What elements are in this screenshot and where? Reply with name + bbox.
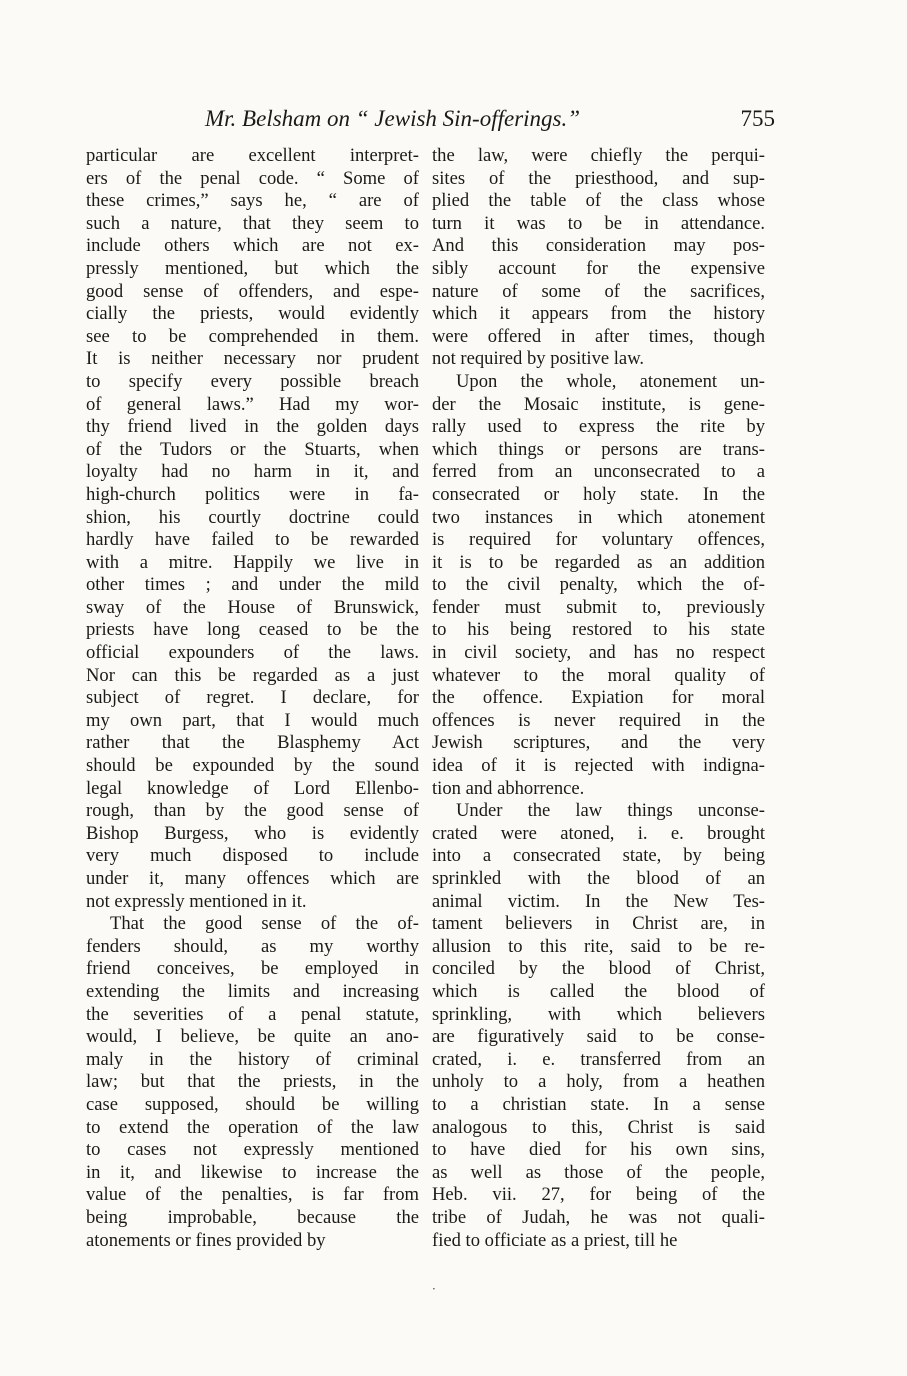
- running-head: Mr. Belsham on “ Jewish Sin-offerings.”: [205, 106, 581, 131]
- text-line: under it, many offences which are: [86, 868, 419, 889]
- text-line: shion, his courtly doctrine could: [86, 506, 419, 528]
- text-line: analogous to this, Christ is said: [432, 1116, 765, 1138]
- footer-mark: ·: [432, 1282, 436, 1296]
- text-line: official expounders of the laws.: [86, 642, 419, 664]
- text-line: extending the limits and increasing: [86, 980, 419, 1002]
- text-line: legal knowledge of Lord Ellenbo-: [86, 777, 419, 799]
- text-line: is required for voluntary offences,: [432, 529, 765, 551]
- text-line: It is neither necessary nor prudent: [86, 348, 419, 370]
- text-line: offences is never required in the: [432, 709, 765, 731]
- text-line: are figuratively said to be conse-: [432, 1026, 765, 1048]
- text-line: to a christian state. In a sense: [432, 1093, 765, 1115]
- text-line: the law, were chiefly the perqui-: [432, 145, 765, 166]
- text-line: which it appears from the history: [432, 303, 765, 325]
- text-line: as well as those of the people,: [432, 1161, 765, 1183]
- text-line: sprinkling, with which believers: [432, 1003, 765, 1025]
- page-number: 755: [740, 106, 775, 131]
- text-line: good sense of offenders, and espe-: [86, 280, 419, 302]
- text-line: thy friend lived in the golden days: [86, 416, 419, 438]
- text-line: consecrated or holy state. In the: [432, 483, 765, 505]
- text-line: ers of the penal code. “ Some of: [86, 167, 419, 189]
- left-column: [86, 145, 419, 1252]
- text-line: tament believers in Christ are, in: [432, 913, 765, 935]
- text-line: pressly mentioned, but which the: [86, 257, 419, 279]
- text-line: value of the penalties, is far from: [86, 1184, 419, 1206]
- text-line: cially the priests, would evidently: [86, 303, 419, 325]
- text-line: the severities of a penal statute,: [86, 1003, 419, 1025]
- text-line: such a nature, that they seem to: [86, 212, 419, 234]
- text-line: to his being restored to his state: [432, 619, 765, 641]
- text-line: rather that the Blasphemy Act: [86, 732, 419, 754]
- text-line: friend conceives, be employed in: [86, 958, 419, 980]
- text-line: rough, than by the good sense of: [86, 800, 419, 822]
- text-line: whatever to the moral quality of: [432, 664, 765, 686]
- text-line: of general laws.” Had my wor-: [86, 393, 419, 415]
- text-line: unholy to a holy, from a heathen: [432, 1071, 765, 1093]
- text-line: allusion to this rite, said to be re-: [432, 935, 765, 957]
- text-line: the offence. Expiation for moral: [432, 687, 765, 709]
- text-line: law; but that the priests, in the: [86, 1071, 419, 1093]
- text-line: which things or persons are trans-: [432, 438, 765, 460]
- text-line: fied to officiate as a priest, till he: [432, 1229, 678, 1251]
- text-line: priests have long ceased to be the: [86, 619, 419, 641]
- text-line: tion and abhorrence.: [432, 777, 585, 799]
- text-line: two instances in which atonement: [432, 506, 765, 528]
- text-line: crated were atoned, i. e. brought: [432, 822, 765, 844]
- text-line: see to be comprehended in them.: [86, 325, 419, 347]
- text-line: Bishop Burgess, who is evidently: [86, 822, 419, 844]
- text-line: conciled by the blood of Christ,: [432, 958, 765, 980]
- text-line: tribe of Judah, he was not quali-: [432, 1206, 765, 1228]
- text-line: in civil society, and has no respect: [432, 642, 765, 664]
- text-line: sway of the House of Brunswick,: [86, 596, 419, 618]
- text-line: atonements or fines provided by: [86, 1229, 326, 1251]
- text-line: Nor can this be regarded as a just: [86, 664, 419, 686]
- text-line: maly in the history of criminal: [86, 1048, 419, 1070]
- text-line: turn it was to be in attendance.: [432, 212, 765, 234]
- text-line: with a mitre. Happily we live in: [86, 551, 419, 573]
- text-line: sibly account for the expensive: [432, 257, 765, 279]
- text-line: to have died for his own sins,: [432, 1139, 765, 1161]
- text-line: other times ; and under the mild: [86, 574, 419, 596]
- text-line: ferred from an unconsecrated to a: [432, 461, 765, 483]
- text-line: not required by positive law.: [432, 348, 645, 370]
- text-line: Jewish scriptures, and the very: [432, 732, 765, 754]
- page-header: [205, 106, 775, 140]
- text-line: sites of the priesthood, and sup-: [432, 167, 765, 189]
- text-line: to specify every possible breach: [86, 370, 419, 392]
- text-line: fenders should, as my worthy: [86, 935, 419, 957]
- text-line: being improbable, because the: [86, 1206, 419, 1228]
- text-line: of the Tudors or the Stuarts, when: [86, 438, 419, 460]
- text-line: should be expounded by the sound: [86, 755, 419, 777]
- right-column: [432, 145, 765, 1252]
- text-line: sprinkled with the blood of an: [432, 868, 765, 889]
- text-line: would, I believe, be quite an ano-: [86, 1026, 419, 1048]
- text-line: not expressly mentioned in it.: [86, 890, 307, 912]
- text-line: very much disposed to include: [86, 845, 419, 867]
- text-line: particular are excellent interpret-: [86, 145, 419, 166]
- text-line: That the good sense of the of-: [110, 913, 419, 935]
- text-line: idea of it is rejected with indigna-: [432, 755, 765, 777]
- text-line: Under the law things unconse-: [456, 800, 765, 822]
- text-line: to cases not expressly mentioned: [86, 1139, 419, 1161]
- text-line: to extend the operation of the law: [86, 1116, 419, 1138]
- text-line: high-church politics were in fa-: [86, 483, 419, 505]
- text-line: include others which are not ex-: [86, 235, 419, 257]
- text-line: Heb. vii. 27, for being of the: [432, 1184, 765, 1206]
- text-line: fender must submit to, previously: [432, 596, 765, 618]
- text-line: der the Mosaic institute, is gene-: [432, 393, 765, 415]
- text-line: it is to be regarded as an addition: [432, 551, 765, 573]
- text-line: case supposed, should be willing: [86, 1093, 419, 1115]
- text-line: plied the table of the class whose: [432, 190, 765, 212]
- text-line: in it, and likewise to increase the: [86, 1161, 419, 1183]
- text-line: And this consideration may pos-: [432, 235, 765, 257]
- text-line: into a consecrated state, by being: [432, 845, 765, 867]
- text-line: my own part, that I would much: [86, 709, 419, 731]
- text-line: were offered in after times, though: [432, 325, 765, 347]
- text-line: these crimes,” says he, “ are of: [86, 190, 419, 212]
- text-line: Upon the whole, atonement un-: [456, 370, 765, 392]
- text-line: rally used to express the rite by: [432, 416, 765, 438]
- text-line: crated, i. e. transferred from an: [432, 1048, 765, 1070]
- text-line: to the civil penalty, which the of-: [432, 574, 765, 596]
- text-line: loyalty had no harm in it, and: [86, 461, 419, 483]
- text-line: nature of some of the sacrifices,: [432, 280, 765, 302]
- text-line: hardly have failed to be rewarded: [86, 529, 419, 551]
- text-line: subject of regret. I declare, for: [86, 687, 419, 709]
- text-line: animal victim. In the New Tes-: [432, 890, 765, 912]
- text-line: which is called the blood of: [432, 980, 765, 1002]
